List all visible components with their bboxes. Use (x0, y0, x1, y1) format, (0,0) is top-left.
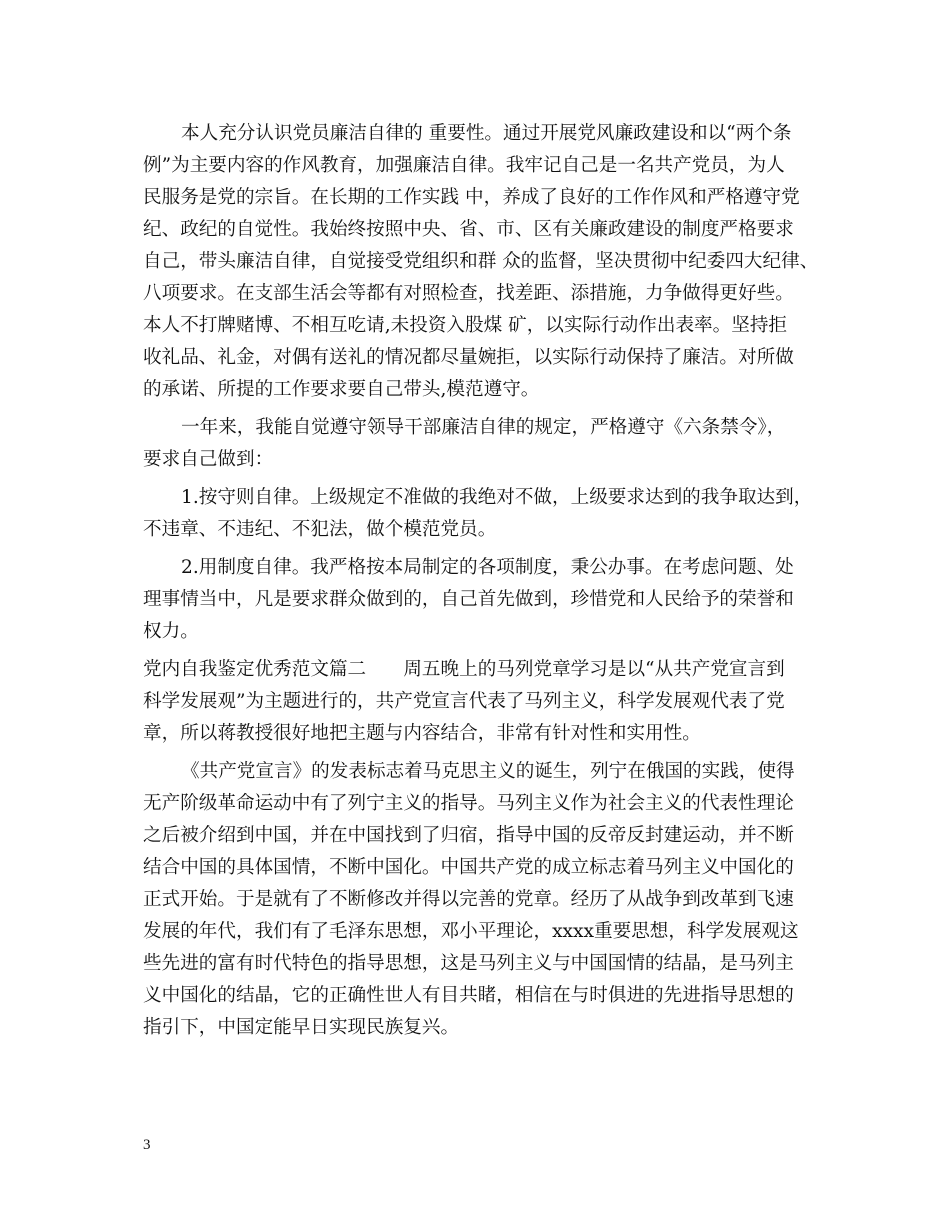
text-line: 正式开始。于是就有了不断修改并得以完善的党章。经历了从战争到改革到飞速 (143, 889, 794, 910)
text-line: 不违章、不违纪、不犯法，做个模范党员。 (143, 519, 497, 540)
text-line: 无产阶级革命运动中有了列宁主义的指导。马列主义作为社会主义的代表性理论 (143, 793, 794, 814)
text-line: 结合中国的具体国情，不断中国化。中国共产党的成立标志着马列主义中国化的 (143, 857, 794, 878)
text-line: 八项要求。在支部生活会等都有对照检查，找差距、添措施，力争做得更好些。 (143, 283, 794, 304)
text-line: 党内自我鉴定优秀范文篇二 周五晚上的马列党章学习是以“从共产党宣言到 (143, 659, 785, 680)
text-line: 一年来，我能自觉遵守领导干部廉洁自律的规定，严格遵守《六条禁令》， (181, 417, 786, 438)
text-line: 指引下，中国定能早日实现民族复兴。 (143, 1017, 460, 1038)
document-body (143, 118, 833, 1044)
page-number: 3 (143, 1137, 151, 1153)
text-line: 收礼品、礼金，对偶有送礼的情况都尽量婉拒，以实际行动保持了廉洁。对所做 (143, 347, 794, 368)
text-line: 例”为主要内容的作风教育，加强廉洁自律。我牢记自己是一名共产党员，为人 (143, 155, 785, 176)
text-line: 的承诺、所提的工作要求要自己带头,模范遵守。 (143, 379, 540, 400)
text-line: 发展的年代，我们有了毛泽东思想，邓小平理论，xxxx重要思想，科学发展观这 (143, 921, 799, 942)
text-line: 科学发展观”为主题进行的，共产党宣言代表了马列主义，科学发展观代表了党 (143, 691, 785, 712)
text-line: 本人不打牌赌博、不相互吃请,未投资入股煤 矿，以实际行动作出表率。坚持拒 (143, 315, 788, 336)
text-line: 1.按守则自律。上级规定不准做的我绝对不做，上级要求达到的我争取达到， (181, 487, 813, 508)
text-line: 自己，带头廉洁自律，自觉接受党组织和群 众的监督，坚决贯彻中纪委四大纪律、 (143, 251, 819, 272)
text-line: 权力。 (143, 621, 199, 642)
text-line: 章，所以蒋教授很好地把主题与内容结合，非常有针对性和实用性。 (143, 723, 701, 744)
text-line: 理事情当中，凡是要求群众做到的，自己首先做到，珍惜党和人民给予的荣誉和 (143, 589, 794, 610)
text-line: 本人充分认识党员廉洁自律的 重要性。通过开展党风廉政建设和以“两个条 (181, 123, 792, 144)
text-line: 2.用制度自律。我严格按本局制定的各项制度，秉公办事。在考虑问题、处 (181, 557, 794, 578)
text-line: 民服务是党的宗旨。在长期的工作实践 中，养成了良好的工作作风和严格遵守党 (143, 187, 800, 208)
text-line: 些先进的富有时代特色的指导思想，这是马列主义与中国国情的结晶，是马列主 (143, 953, 794, 974)
text-line: 《共产党宣言》的发表标志着马克思主义的诞生，列宁在俄国的实践，使得 (181, 761, 795, 782)
text-line: 纪、政纪的自觉性。我始终按照中央、省、市、区有关廉政建设的制度严格要求 (143, 219, 794, 240)
text-line: 义中国化的结晶，它的正确性世人有目共睹，相信在与时俱进的先进指导思想的 (143, 985, 794, 1006)
text-line: 要求自己做到： (143, 449, 274, 470)
text-line: 之后被介绍到中国，并在中国找到了归宿，指导中国的反帝反封建运动，并不断 (143, 825, 794, 846)
